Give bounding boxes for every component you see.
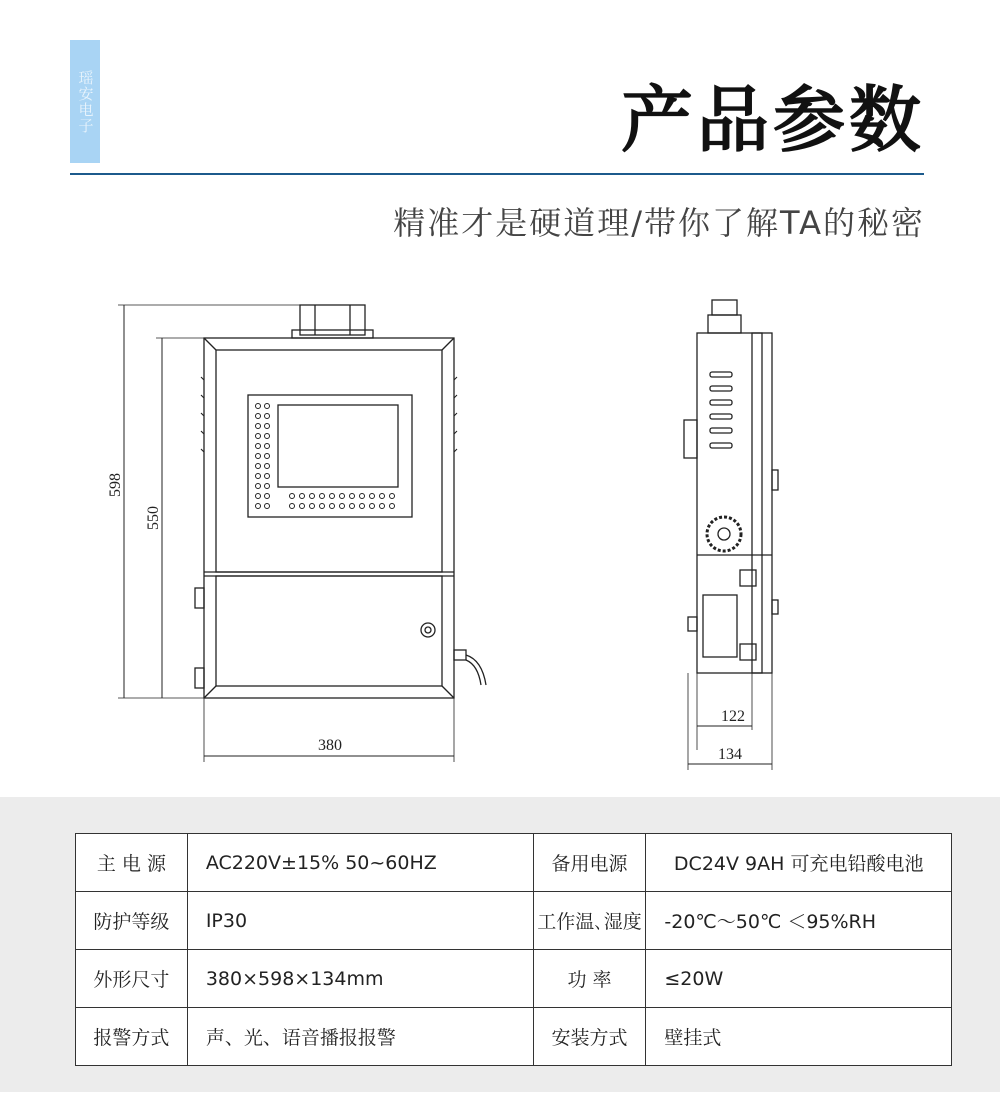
spec-value: IP30 — [187, 892, 533, 950]
title-divider — [70, 173, 924, 175]
spec-label: 工作温､湿度 — [533, 892, 646, 950]
dim-width: 380 — [318, 737, 342, 754]
dim-depth-body: 122 — [721, 708, 745, 725]
display-dots — [256, 404, 395, 509]
dim-depth-total: 134 — [718, 746, 742, 763]
spec-value: AC220V±15% 50~60HZ — [187, 834, 533, 892]
spec-table — [75, 833, 952, 1066]
table-row — [76, 834, 952, 892]
dim-height-total: 598 — [107, 473, 124, 497]
spec-label: 主 电 源 — [76, 834, 188, 892]
spec-value: 声、光、语音播报报警 — [187, 1008, 533, 1066]
spec-label: 安装方式 — [533, 1008, 646, 1066]
spec-value: -20℃～50℃ ＜95%RH — [646, 892, 952, 950]
page-subtitle: 精准才是硬道理/带你了解TA的秘密 — [393, 204, 925, 242]
table-row — [76, 892, 952, 950]
spec-value: ≤20W — [646, 950, 952, 1008]
spec-label: 外形尺寸 — [76, 950, 188, 1008]
dim-height-body: 550 — [145, 506, 162, 530]
spec-label: 防护等级 — [76, 892, 188, 950]
spec-label: 报警方式 — [76, 1008, 188, 1066]
brand-tab — [70, 40, 100, 163]
side-view — [684, 300, 778, 770]
spec-value: DC24V 9AH 可充电铅酸电池 — [646, 834, 952, 892]
spec-label: 功 率 — [533, 950, 646, 1008]
front-view — [118, 305, 486, 762]
page-title: 产品参数 — [620, 78, 925, 162]
brand-tab-text: 瑶安电子 — [76, 69, 95, 134]
spec-label: 备用电源 — [533, 834, 646, 892]
spec-value: 壁挂式 — [646, 1008, 952, 1066]
spec-value: 380×598×134mm — [187, 950, 533, 1008]
table-row — [76, 1008, 952, 1066]
dimension-drawing — [0, 280, 1000, 780]
table-row — [76, 950, 952, 1008]
